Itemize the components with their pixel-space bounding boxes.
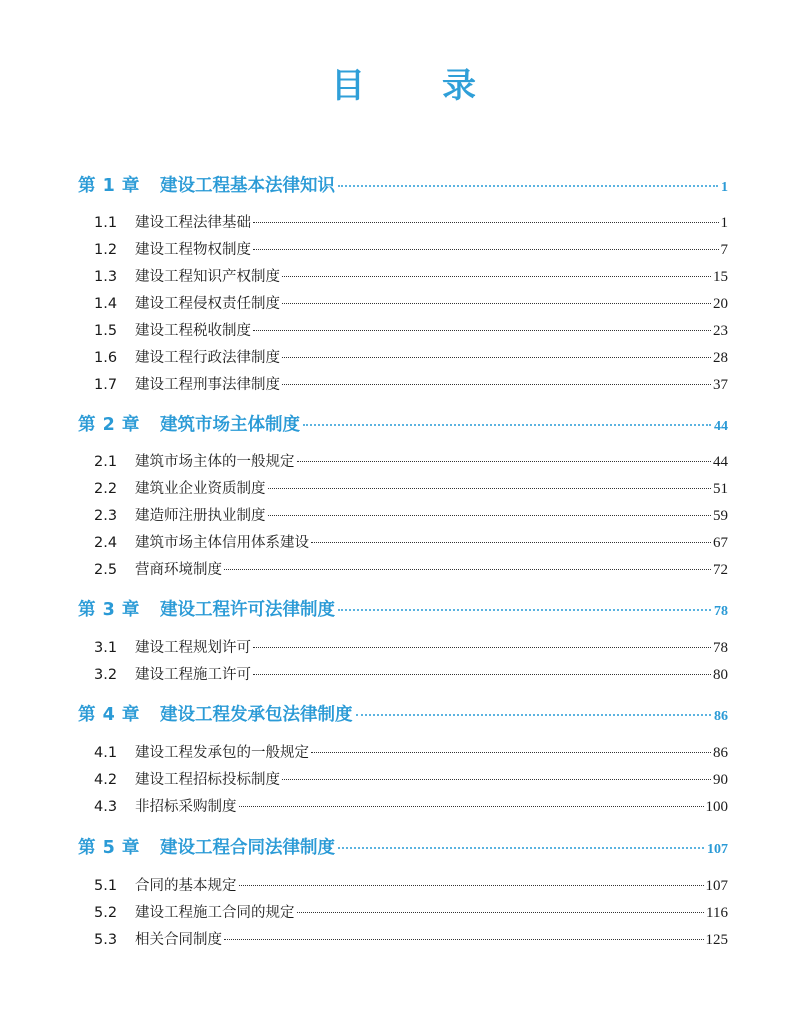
page-number: 15: [713, 269, 728, 285]
section-title: 建设工程侵权责任制度: [135, 296, 280, 312]
section-title: 建筑市场主体信用体系建设: [135, 535, 309, 551]
dot-leader: [311, 752, 711, 753]
section-number: 5.3: [94, 932, 118, 948]
section-number: 5.2: [94, 905, 118, 921]
section-number: 4.2: [94, 772, 118, 788]
page-number: 107: [705, 878, 728, 894]
dot-leader: [253, 249, 719, 250]
toc-section-row[interactable]: [78, 212, 728, 234]
dot-leader: [224, 939, 704, 940]
section-title: 建设工程发承包的一般规定: [135, 745, 309, 761]
section-number: 1.1: [94, 215, 118, 231]
section-title: 建设工程行政法律制度: [135, 350, 280, 366]
dot-leader: [338, 609, 711, 611]
page-number: 44: [713, 454, 728, 470]
page-number: 28: [713, 350, 728, 366]
toc-section-row[interactable]: [78, 742, 728, 764]
chapter-number: 第 1 章: [78, 176, 140, 196]
page-number: 78: [713, 640, 728, 656]
chapter-number: 第 4 章: [78, 705, 140, 725]
page-number: 67: [713, 535, 728, 551]
section-title: 非招标采购制度: [135, 799, 237, 815]
page-number: 1: [721, 180, 728, 195]
dot-leader: [356, 714, 712, 716]
section-number: 3.1: [94, 640, 118, 656]
toc-section-row[interactable]: [78, 929, 728, 951]
section-number: 3.2: [94, 667, 118, 683]
section-number: 2.2: [94, 481, 118, 497]
section-number: 2.3: [94, 508, 118, 524]
page-number: 59: [713, 508, 728, 524]
page-number: 72: [713, 562, 728, 578]
chapter-title: 建设工程发承包法律制度: [160, 705, 353, 725]
page-number: 86: [713, 745, 728, 761]
toc-section-row[interactable]: [78, 505, 728, 527]
dot-leader: [282, 384, 711, 385]
section-number: 1.4: [94, 296, 118, 312]
toc-section-row[interactable]: [78, 320, 728, 342]
toc-section-row[interactable]: [78, 769, 728, 791]
chapter-number: 第 3 章: [78, 600, 140, 620]
section-title: 营商环境制度: [135, 562, 222, 578]
title-char-left: 目: [331, 66, 366, 106]
dot-leader: [239, 806, 704, 807]
dot-leader: [239, 885, 704, 886]
section-title: 建设工程知识产权制度: [135, 269, 280, 285]
toc-chapter-row[interactable]: [78, 835, 728, 861]
section-title: 相关合同制度: [135, 932, 222, 948]
dot-leader: [282, 303, 711, 304]
dot-leader: [253, 222, 719, 223]
section-number: 1.2: [94, 242, 118, 258]
chapter-title: 建设工程合同法律制度: [160, 838, 335, 858]
dot-leader: [224, 569, 711, 570]
page-number: 125: [705, 932, 728, 948]
toc-section-row[interactable]: [78, 266, 728, 288]
page-number: 37: [713, 377, 728, 393]
section-number: 2.5: [94, 562, 118, 578]
chapter-number: 第 2 章: [78, 415, 140, 435]
page-number: 1: [720, 215, 728, 231]
dot-leader: [253, 647, 711, 648]
dot-leader: [311, 542, 711, 543]
page-number: 7: [720, 242, 728, 258]
toc-section-row[interactable]: [78, 637, 728, 659]
section-title: 建造师注册执业制度: [135, 508, 266, 524]
toc-chapter-row[interactable]: [78, 173, 728, 199]
toc-chapter-row[interactable]: [78, 412, 728, 438]
dot-leader: [253, 674, 711, 675]
section-number: 4.1: [94, 745, 118, 761]
page-number: 107: [707, 842, 728, 857]
toc-section-row[interactable]: [78, 374, 728, 396]
dot-leader: [268, 515, 712, 516]
section-number: 1.5: [94, 323, 118, 339]
toc-chapter-row[interactable]: [78, 702, 728, 728]
section-title: 建筑业企业资质制度: [135, 481, 266, 497]
toc-section-row[interactable]: [78, 664, 728, 686]
title-char-right: 录: [442, 66, 477, 106]
section-title: 建设工程法律基础: [135, 215, 251, 231]
section-title: 建设工程规划许可: [135, 640, 251, 656]
section-title: 建设工程税收制度: [135, 323, 251, 339]
section-number: 1.7: [94, 377, 118, 393]
toc-section-row[interactable]: [78, 239, 728, 261]
page-number: 116: [706, 905, 728, 921]
dot-leader: [297, 912, 705, 913]
page-number: 90: [713, 772, 728, 788]
dot-leader: [338, 185, 718, 187]
dot-leader: [282, 357, 711, 358]
section-title: 合同的基本规定: [135, 878, 237, 894]
page-number: 100: [705, 799, 728, 815]
section-title: 建设工程施工合同的规定: [135, 905, 295, 921]
page-number: 23: [713, 323, 728, 339]
page-number: 86: [714, 709, 728, 724]
toc-section-row[interactable]: [78, 875, 728, 897]
section-title: 建设工程招标投标制度: [135, 772, 280, 788]
chapter-title: 建设工程许可法律制度: [160, 600, 335, 620]
section-title: 建筑市场主体的一般规定: [135, 454, 295, 470]
toc-section-row[interactable]: [78, 559, 728, 581]
toc-section-row[interactable]: [78, 478, 728, 500]
dot-leader: [282, 276, 711, 277]
toc-section-row[interactable]: [78, 293, 728, 315]
section-number: 2.1: [94, 454, 118, 470]
page-number: 51: [713, 481, 728, 497]
toc-section-row[interactable]: [78, 451, 728, 473]
dot-leader: [282, 779, 711, 780]
dot-leader: [268, 488, 712, 489]
page-number: 80: [713, 667, 728, 683]
section-number: 1.6: [94, 350, 118, 366]
page-number: 78: [714, 604, 728, 619]
section-title: 建设工程刑事法律制度: [135, 377, 280, 393]
page-title: [0, 62, 808, 110]
toc-section-row[interactable]: [78, 532, 728, 554]
dot-leader: [297, 461, 712, 462]
toc-section-row[interactable]: [78, 902, 728, 924]
section-title: 建设工程物权制度: [135, 242, 251, 258]
section-number: 2.4: [94, 535, 118, 551]
toc-section-row[interactable]: [78, 796, 728, 818]
chapter-title: 建设工程基本法律知识: [160, 176, 335, 196]
chapter-title: 建筑市场主体制度: [160, 415, 300, 435]
section-number: 4.3: [94, 799, 118, 815]
toc-section-row[interactable]: [78, 347, 728, 369]
toc-chapter-row[interactable]: [78, 597, 728, 623]
page-number: 44: [714, 419, 728, 434]
dot-leader: [338, 847, 704, 849]
chapter-number: 第 5 章: [78, 838, 140, 858]
page-number: 20: [713, 296, 728, 312]
section-number: 5.1: [94, 878, 118, 894]
section-title: 建设工程施工许可: [135, 667, 251, 683]
dot-leader: [253, 330, 711, 331]
section-number: 1.3: [94, 269, 118, 285]
dot-leader: [303, 424, 711, 426]
